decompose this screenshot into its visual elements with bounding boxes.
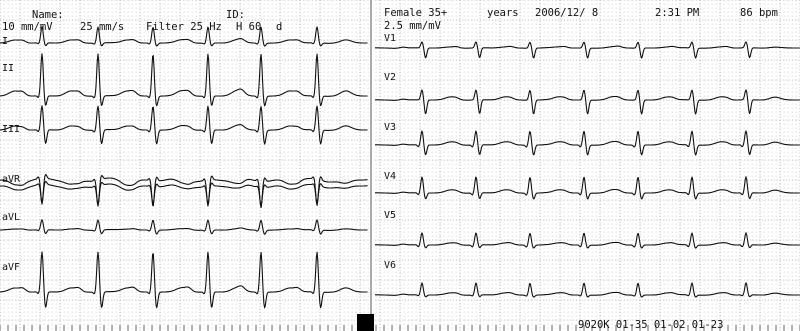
lead-label-avr: aVR (2, 174, 21, 185)
chest-gain: 2.5 mm/mV (384, 20, 441, 32)
lead-label-avf: aVF (2, 262, 21, 273)
record-time: 2:31 PM (655, 7, 700, 19)
paper-speed: 25 mm/s (80, 21, 125, 33)
lead-label-i: I (2, 36, 9, 47)
trace-lead-v2 (375, 90, 800, 114)
filter-setting: Filter 25 Hz (146, 21, 222, 33)
calibration-block (357, 314, 374, 331)
lead-label-ii: II (2, 63, 15, 74)
lead-label-avl: aVL (2, 212, 21, 223)
lead-label-v3: V3 (384, 122, 397, 133)
years-label: years (487, 7, 519, 19)
name-label: Name: (32, 9, 64, 21)
lead-label-v4: V4 (384, 171, 397, 182)
limb-gain: 10 mm/mV (2, 21, 53, 33)
trace-lead-avr-b (0, 182, 368, 206)
trace-lead-avr-a (0, 175, 368, 208)
lead-label-v6: V6 (384, 260, 397, 271)
trace-lead-v3 (375, 131, 800, 155)
lead-label-v5: V5 (384, 210, 397, 221)
lead-label-v1: V1 (384, 33, 397, 44)
footer-codes: 9020K 01-35 01-02 01-23 (578, 319, 724, 331)
lead-labels (2, 33, 396, 273)
d-setting: d (276, 21, 283, 33)
panel-divider (369, 0, 375, 331)
patient-info: Female 35+ (384, 7, 448, 19)
lead-label-v2: V2 (384, 72, 397, 83)
heart-rate: 86 bpm (740, 7, 778, 19)
h-setting: H 60 (236, 21, 262, 33)
id-label: ID: (226, 9, 245, 21)
record-date: 2006/12/ 8 (535, 7, 599, 19)
lead-label-iii: III (2, 124, 21, 135)
